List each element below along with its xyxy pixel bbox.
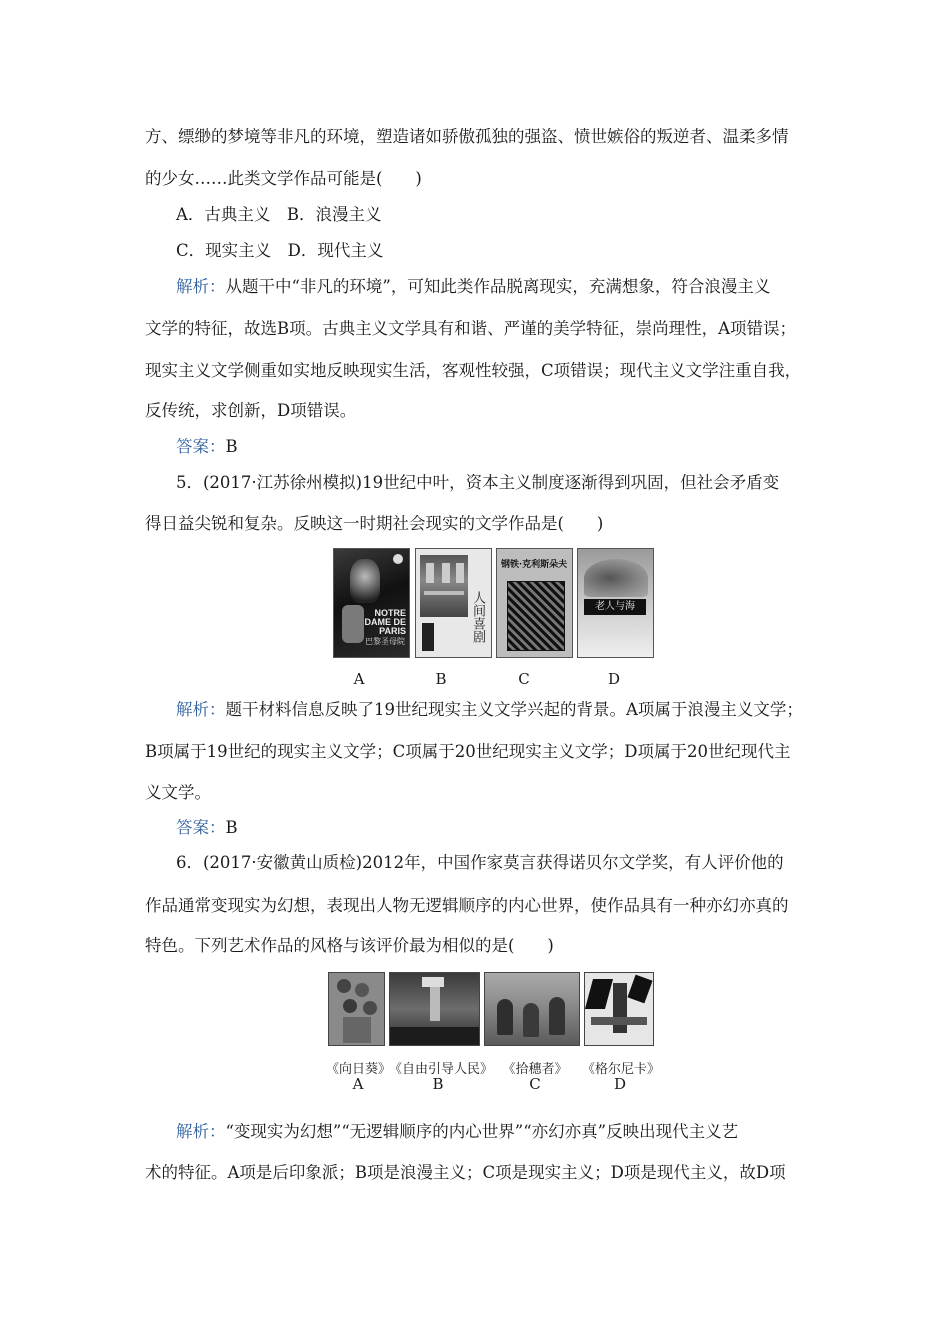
analysis-label: 解析： (176, 277, 226, 296)
q5-stem-line1: 5．(2017·江苏徐州模拟)19世纪中叶，资本主义制度逐渐得到巩固，但社会矛盾变 (176, 473, 780, 492)
q6-letter-b: B (432, 1075, 444, 1093)
q5-letter-c: C (518, 670, 530, 688)
cover-c-jean-christophe: 钢铁·克利斯朵夫 (496, 548, 573, 658)
q5-stem-line2: 得日益尖锐和复杂。反映这一时期社会现实的文学作品是( ) (145, 514, 604, 533)
q5-analysis-line2: B项属于19世纪的现实主义文学；C项属于20世纪现实主义文学；D项属于20世纪现代主 (145, 742, 791, 761)
q4-analysis-line2: 文学的特征，故选B项。古典主义文学具有和谐、严谨的美学特征，崇尚理性，A项错误； (145, 319, 797, 338)
analysis-label: 解析： (176, 1122, 226, 1141)
sea-illustration (584, 559, 648, 597)
q5-book-covers (333, 548, 653, 660)
q4-analysis-line1: 解析：从题干中“非凡的环境”，可知此类作品脱离现实，充满想象，符合浪漫主义 (176, 277, 771, 296)
q6-stem-line1: 6．(2017·安徽黄山质检)2012年，中国作家莫言获得诺贝尔文学奖，有人评价他的 (176, 853, 784, 872)
q4-options-cd: C．现实主义 D．现代主义 (176, 241, 384, 260)
cathedral-photo (420, 555, 468, 617)
q5-analysis-line3: 义文学。 (145, 783, 211, 802)
answer-label: 答案： (176, 437, 226, 456)
woodcut-illustration (507, 581, 565, 651)
cover-b-human-comedy: 人间喜剧 (415, 548, 492, 658)
caption-liberty: 《自由引导人民》 (389, 1062, 494, 1077)
q5-letter-b: B (435, 670, 447, 688)
analysis-label: 解析： (176, 700, 226, 719)
logo-icon (393, 554, 403, 564)
q6-stem-line2: 作品通常变现实为幻想，表现出人物无逻辑顺序的内心世界，使作品具有一种亦幻亦真的 (145, 896, 789, 915)
q4-analysis-line3: 现实主义文学侧重如实地反映现实生活，客观性较强，C项错误；现代主义文学注重自我， (145, 361, 802, 380)
q6-analysis-line2: 术的特征。A项是后印象派；B项是浪漫主义；C项是现实主义；D项是现代主义，故D项 (145, 1163, 786, 1182)
q5-answer: 答案：B (176, 818, 238, 837)
painting-gleaners (484, 972, 580, 1046)
portrait-figure (350, 559, 380, 603)
cover-d-old-man-sea: 老人与海 (577, 548, 654, 658)
q6-analysis-line1: 解析：“变现实为幻想”“无逻辑顺序的内心世界”“亦幻亦真”反映出现代主义艺 (176, 1122, 739, 1141)
caption-guernica: 《格尔尼卡》 (582, 1062, 661, 1077)
q4-options-ab: A．古典主义 B．浪漫主义 (176, 205, 382, 224)
caption-sunflowers: 《向日葵》 (326, 1062, 392, 1077)
q5-letter-a: A (353, 670, 365, 688)
q4-stem-line2: 的少女……此类文学作品可能是( ) (145, 169, 422, 188)
q6-stem-line3: 特色。下列艺术作品的风格与该评价最为相似的是( ) (145, 936, 554, 955)
q4-analysis-line4: 反传统，求创新，D项错误。 (145, 401, 357, 420)
caption-gleaners: 《拾穗者》 (502, 1062, 568, 1077)
q6-paintings (328, 972, 654, 1048)
q6-letter-c: C (529, 1075, 541, 1093)
q5-analysis-line1: 解析：题干材料信息反映了19世纪现实主义文学兴起的背景。A项属于浪漫主义文学； (176, 700, 803, 719)
q5-letter-d: D (607, 670, 621, 688)
q4-answer: 答案：B (176, 437, 238, 456)
painting-liberty (389, 972, 480, 1046)
cover-a-notre-dame: NOTRE DAME DE PARIS 巴黎圣母院 (333, 548, 410, 658)
painting-sunflowers (328, 972, 385, 1046)
q4-stem-line1: 方、缥缈的梦境等非凡的环境，塑造诸如骄傲孤独的强盗、愤世嫉俗的叛逆者、温柔多情 (145, 127, 789, 146)
q6-letter-a: A (352, 1075, 364, 1093)
painting-guernica (584, 972, 654, 1046)
spine-block (422, 623, 434, 651)
figure-body (342, 605, 364, 643)
q6-letter-d: D (613, 1075, 627, 1093)
answer-label: 答案： (176, 818, 226, 837)
